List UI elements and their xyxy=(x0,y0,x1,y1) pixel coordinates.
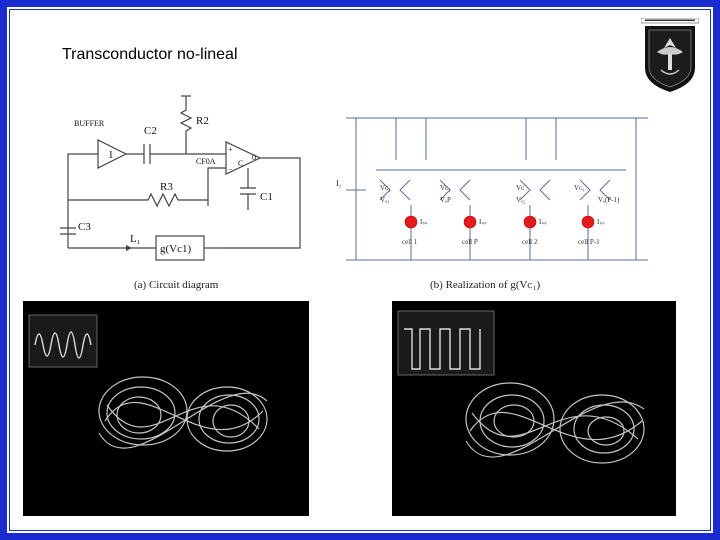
c1-label: C1 xyxy=(260,191,273,203)
output-label: 0 xyxy=(252,153,256,162)
current-source-cellp xyxy=(464,216,476,228)
r2-label: R2 xyxy=(196,115,209,127)
vc-label-2: Vᴄ xyxy=(516,184,525,192)
c2-label: C2 xyxy=(144,125,157,137)
current-source-cell1 xyxy=(405,216,417,228)
iss-label-p: Iₛₛ xyxy=(479,218,487,226)
cell-p1-label: cell P-1 xyxy=(578,238,600,246)
buffer-gain-label: 1 xyxy=(108,149,114,161)
university-crest-logo xyxy=(641,18,699,94)
va-label-p1: Vₐ(P-1) xyxy=(598,196,620,204)
oscilloscope-attractor-left xyxy=(23,301,309,516)
g-vc1-label: g(Vc1) xyxy=(160,243,192,255)
current-source-cellp1 xyxy=(582,216,594,228)
iss-label-2: Iₛₛ xyxy=(539,218,547,226)
c-node-label: C xyxy=(238,159,244,168)
vc-label-1: Vᴄ₁ xyxy=(380,184,391,192)
slide-title: Transconductor no-lineal xyxy=(62,46,238,63)
realization-schematic xyxy=(336,110,656,295)
r3-label: R3 xyxy=(160,181,173,193)
c3-label: C3 xyxy=(78,221,91,233)
plus-label: + xyxy=(228,145,233,154)
va-label-2: Vₐ₂ xyxy=(516,196,526,204)
cfoa-label: CF0A xyxy=(196,157,216,166)
l1-label: L₁ xyxy=(130,233,141,245)
va-label-p: VₐP xyxy=(440,196,451,204)
realization-caption: (b) Realization of g(Vᴄ₁) xyxy=(430,279,541,291)
oscilloscope-attractor-right xyxy=(392,301,676,516)
circuit-caption: (a) Circuit diagram xyxy=(134,279,219,291)
vc-label-p: Vᴄ₁ xyxy=(440,184,451,192)
buffer-label: BUFFER xyxy=(74,119,105,128)
iss-label-1: Iₛₛ xyxy=(420,218,428,226)
input-current-label: I₁ xyxy=(336,179,342,188)
vc-label-p1: Vᴄ₁ xyxy=(574,184,585,192)
cell-1-label: cell 1 xyxy=(402,238,418,246)
circuit-diagram xyxy=(60,88,320,293)
minus-label: − xyxy=(228,165,233,174)
va-label-1: Vₐ₁ xyxy=(380,196,390,204)
cell-p-label: cell P xyxy=(462,238,478,246)
iss-label-p1: Iₛₛ xyxy=(597,218,605,226)
current-source-cell2 xyxy=(524,216,536,228)
cell-2-label: cell 2 xyxy=(522,238,538,246)
